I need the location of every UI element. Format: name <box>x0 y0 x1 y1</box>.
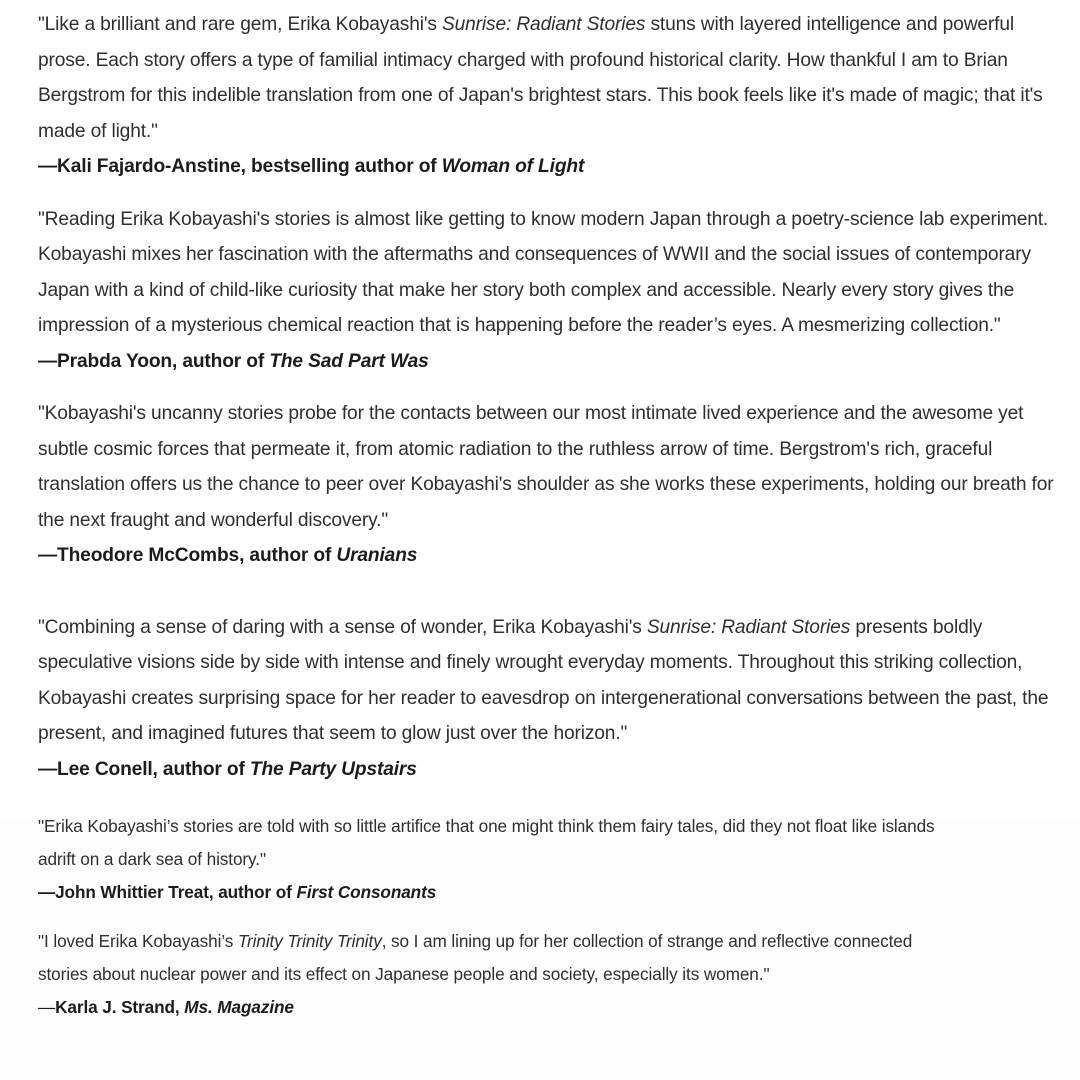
author-work-title: The Sad Part Was <box>269 350 429 372</box>
blurb-treat <box>38 810 1058 909</box>
blurb-quote: "Kobayashi's uncanny stories probe for the contacts between our most intimate lived experience and the awesome yet subtle cosmic forces that permeate it, from atomic radiation to the ruthless arrow of time. Bergstrom's rich, graceful translation offers us the chance to peer over Kobayashi's shoulder as she works these experiments, holding our breath for the next fraught and wonderful discovery." <box>38 403 1054 531</box>
blurb-attribution: —Lee Conell, author of The Party Upstairs <box>38 758 417 780</box>
blurb-conell <box>38 610 1058 788</box>
blurb-attribution: —Theodore McCombs, author of Uranians <box>38 545 418 566</box>
author-work-title: Woman of Light <box>441 156 585 177</box>
blurb-quote: "I loved Erika Kobayashi’s Trinity Trinity Trinity, so I am lining up for her collection of strange and reflective connected stories about nuclear power and its effect on Japanese people and society, especially its women." <box>38 931 913 984</box>
book-title: Sunrise: Radiant Stories <box>441 14 646 35</box>
book-title: Sunrise: Radiant Stories <box>646 616 851 638</box>
publication-title: Ms. Magazine <box>184 997 294 1017</box>
blurb-attribution: —John Whittier Treat, author of First Consonants <box>38 882 437 902</box>
author-work-title: The Party Upstairs <box>249 758 417 780</box>
blurb-yoon <box>38 202 1058 380</box>
book-title: Trinity Trinity Trinity <box>237 931 382 951</box>
blurb-attribution: —Karla J. Strand, Ms. Magazine <box>38 997 294 1017</box>
blurb-attribution: —Kali Fajardo-Anstine, bestselling author of Woman of Light <box>38 156 585 177</box>
blurb-mccombs <box>38 396 1058 574</box>
blurb-quote: "Like a brilliant and rare gem, Erika Kobayashi's Sunrise: Radiant Stories stuns with layered intelligence and powerful prose. Each story offers a type of familial intimacy charged with profound historical clarity. How thankful I am to Brian Bergstrom for this indelible translation from one of Japan's brightest stars. This book feels like it's made of magic; that it's made of light." <box>38 14 1043 142</box>
blurb-strand <box>38 925 1058 1024</box>
blurb-quote: "Reading Erika Kobayashi's stories is almost like getting to know modern Japan through a poetry-science lab experiment. Kobayashi mixes her fascination with the aftermaths and consequences of WWII and the social issues of contemporary Japan with a kind of child-like curiosity that make her story both complex and accessible. Nearly every story gives the impression of a mysterious chemical reaction that is happening before the reader’s eyes. A mesmerizing collection." <box>38 208 1049 336</box>
blurb-quote: "Combining a sense of daring with a sense of wonder, Erika Kobayashi's Sunrise: Radiant Stories presents boldly speculative visions side by side with intense and finely wrought everyday moments. Throughout this striking collection, Kobayashi creates surprising space for her reader to eavesdrop on intergenerational conversations between the past, the present, and imagined futures that seem to glow just over the horizon." <box>38 616 1049 744</box>
author-work-title: First Consonants <box>296 882 437 902</box>
blurb-attribution: —Prabda Yoon, author of The Sad Part Was <box>38 350 429 372</box>
author-work-title: Uranians <box>336 545 418 566</box>
blurb-fajardo-anstine <box>38 7 1058 185</box>
blurb-quote: "Erika Kobayashi’s stories are told with so little artifice that one might think them fairy tales, did they not float like islands adrift on a dark sea of history." <box>38 816 935 869</box>
